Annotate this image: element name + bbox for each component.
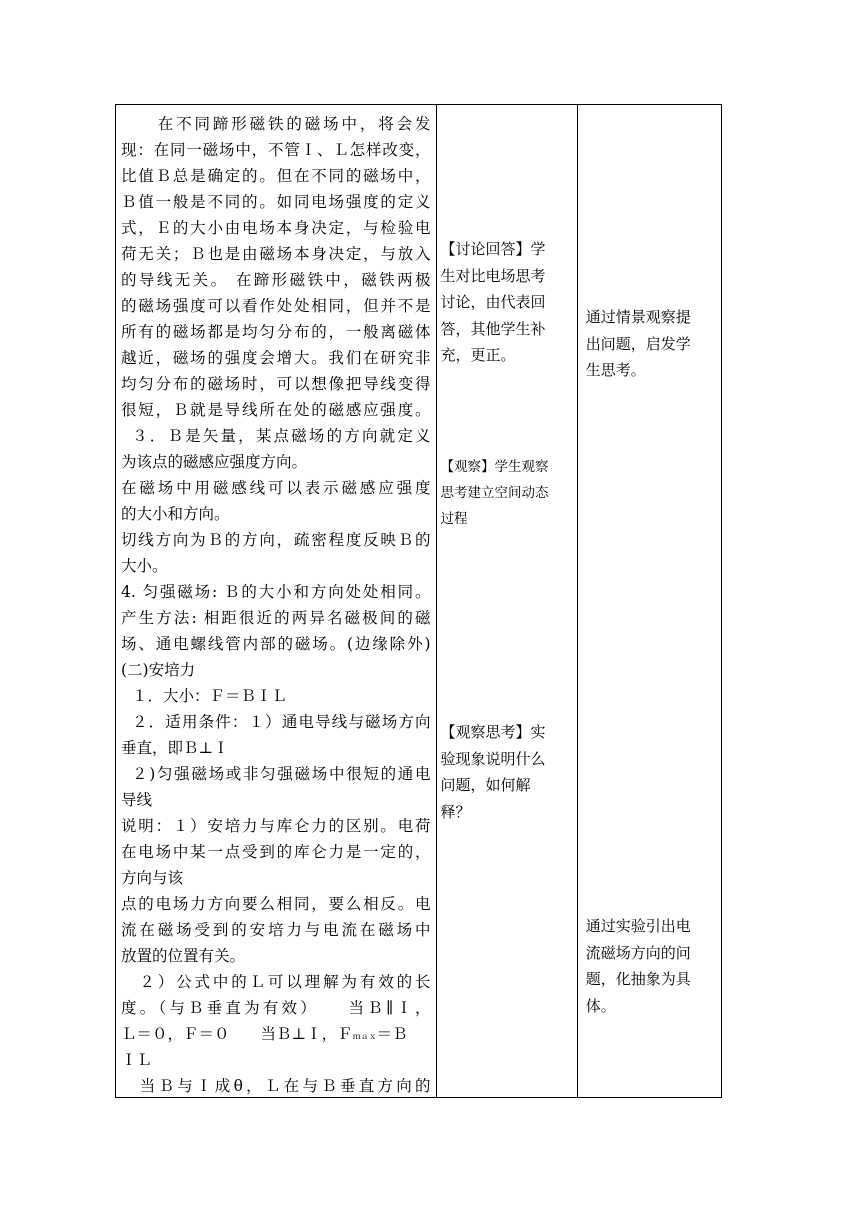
content-line: 垂直，即Ｂ⊥Ｉ: [121, 739, 229, 757]
note-line: 讨论，由代表回: [440, 293, 546, 311]
note-line: 【讨论回答】学: [440, 240, 546, 258]
note-line: 验现象说明什么: [440, 749, 546, 768]
intent-note: [586, 304, 691, 384]
note-line: 体。: [585, 996, 616, 1015]
content-line: 大小。: [121, 557, 168, 575]
content-line: 放置的位置有关。: [121, 947, 246, 965]
note-line: 出问题，启发学: [585, 334, 691, 353]
content-line: 越近，磁场的强度会增大。我们在研究非: [121, 349, 431, 367]
content-line: 均匀分布的磁场时，可以想像把导线变得: [121, 375, 431, 393]
note-line: 流磁场方向的问: [585, 943, 691, 962]
content-line: 度。（与Ｂ垂直为有效） 当Ｂ∥Ｉ，: [121, 999, 431, 1017]
content-line: 为该点的磁感应强度方向。: [121, 453, 308, 471]
content-line: 说明：１）安培力与库仑力的区别。电荷: [121, 817, 431, 835]
note-line: 【观察思考】实: [440, 723, 546, 741]
design-intent: [578, 105, 721, 1097]
content-line: 荷无关；Ｂ也是由磁场本身决定，与放入: [121, 245, 431, 263]
note-line: 生对比电场思考: [440, 266, 546, 285]
note-line: 答，其他学生补: [440, 319, 546, 338]
note-line: 【观察】学生观察: [440, 459, 549, 475]
lesson-plan-table: [115, 104, 722, 1098]
content-line: 的磁场强度可以看作处处相同，但并不是: [121, 297, 431, 315]
content-line: 导线: [121, 791, 153, 809]
content-line: 流在磁场受到的安培力与电流在磁场中: [121, 921, 431, 939]
teaching-content-cell: [116, 105, 437, 1098]
content-line: 点的电场力方向要么相同，要么相反。电: [121, 895, 431, 913]
note-line: 充，更正。: [440, 346, 516, 364]
note-line: 思考建立空间动态: [440, 485, 549, 501]
content-line: 比值Ｂ总是确定的。但在不同的磁场中，: [121, 167, 431, 185]
observe-note: [441, 454, 549, 532]
note-line: 题，化抽象为具: [585, 970, 691, 988]
content-line: 在不同蹄形磁铁的磁场中，将会发: [121, 115, 431, 133]
content-line: Ｂ值一般是不同的。如同电场强度的定义: [121, 193, 431, 211]
note-line: 过程: [440, 511, 468, 527]
content-line: 所有的磁场都是均匀分布的，一般离磁体: [121, 323, 431, 341]
student-activity-cell: [436, 105, 577, 1098]
content-line: ２)匀强磁场或非匀强磁场中很短的通电: [132, 765, 431, 783]
content-line: ３．Ｂ是矢量，某点磁场的方向就定义: [132, 427, 431, 445]
note-line: 生思考。: [585, 361, 646, 379]
content-line: 的大小和方向。: [121, 505, 230, 523]
content-line: 切线方向为Ｂ的方向，疏密程度反映Ｂ的: [121, 531, 431, 549]
note-line: 问题，如何解: [440, 776, 531, 794]
teaching-content: [116, 105, 436, 1097]
content-line: 场、通电螺线管内部的磁场。(边缘除外): [121, 635, 431, 653]
content-line: ＩＬ: [121, 1051, 153, 1069]
note-line: 通过情景观察提: [585, 308, 691, 326]
content-line: 4. 匀强磁场: Ｂ的大小和方向处处相同。: [121, 583, 431, 601]
note-line: 通过实验引出电: [585, 917, 691, 935]
formula-text: ＝Ｂ: [376, 1025, 408, 1043]
formula-subscript: ｍａｘ: [352, 1032, 377, 1041]
content-line: ２）公式中的Ｌ可以理解为有效的长: [121, 973, 431, 991]
note-line: 释？: [440, 802, 471, 821]
observe-think-note: [441, 719, 546, 825]
content-line: 式，Ｅ的大小由电场本身决定，与检验电: [121, 219, 431, 237]
content-line: 产生方法: 相距很近的两异名磁极间的磁: [121, 609, 431, 627]
formula-text: Ｌ＝０，Ｆ＝０ 当Ｂ⊥Ｉ，Ｆ: [121, 1025, 353, 1043]
content-line: 的导线无关。 在蹄形磁铁中，磁铁两极: [121, 271, 431, 289]
content-line: 方向与该: [121, 869, 184, 887]
design-intent-cell: [577, 105, 721, 1098]
content-line: 现：在同一磁场中，不管Ｉ、Ｌ怎样改变，: [121, 141, 431, 159]
discuss-note: [441, 236, 546, 369]
content-line: 当Ｂ与Ｉ成θ，Ｌ在与Ｂ垂直方向的: [121, 1077, 431, 1095]
content-line: 在磁场中用磁感线可以表示磁感应强度: [121, 479, 431, 497]
content-line: 在电场中某一点受到的库仑力是一定的，: [121, 843, 431, 861]
content-line: [121, 1025, 431, 1046]
table-row: [116, 105, 722, 1098]
intent-note: [586, 913, 691, 1019]
student-activity: [437, 105, 577, 1097]
content-line: (二)安培力: [121, 661, 196, 679]
content-line: １．大小：Ｆ＝ＢＩＬ: [132, 687, 288, 705]
content-line: ２．适用条件：１）通电导线与磁场方向: [132, 713, 431, 731]
content-line: 很短，Ｂ就是导线所在处的磁感应强度。: [121, 401, 431, 419]
